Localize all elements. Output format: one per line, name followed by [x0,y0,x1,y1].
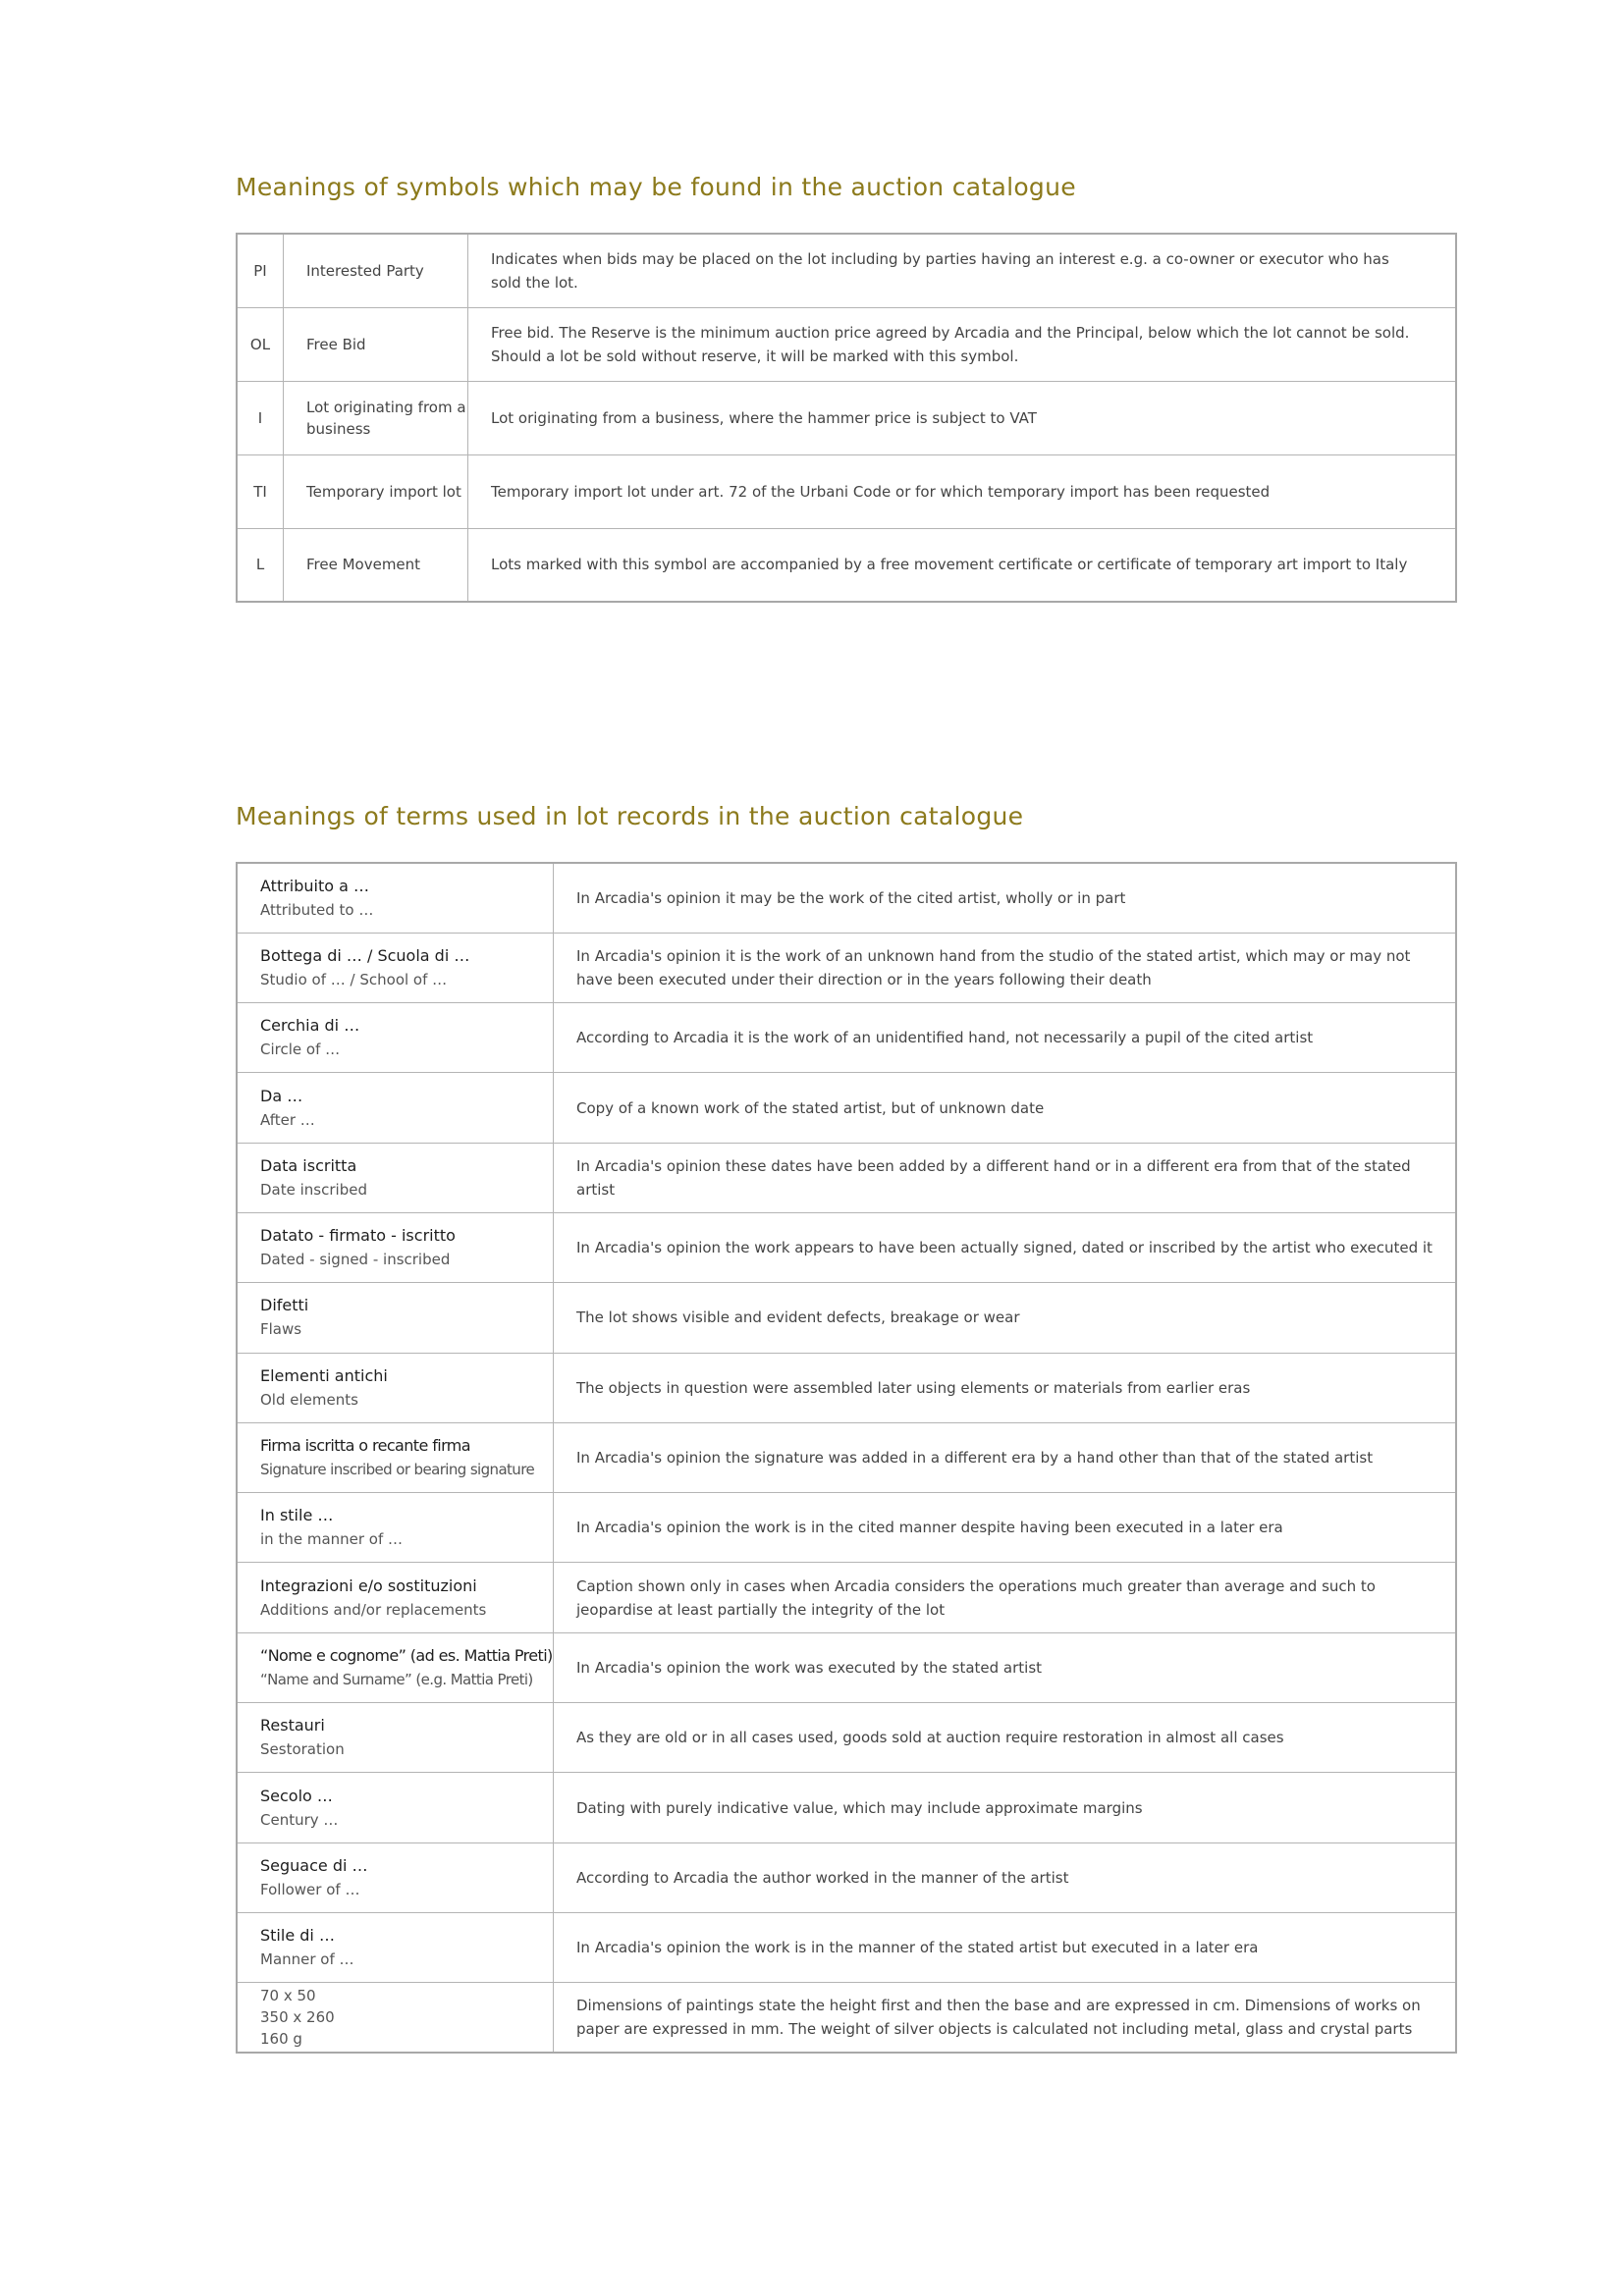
term-cell [237,1493,554,1563]
term-italian: Stile di … [260,1926,335,1946]
dimensions-row [237,1983,1456,2053]
symbol-description: Lots marked with this symbol are accompanied by a free movement certificate or certificate of temporary art import to Italy [468,528,1457,602]
term-cell [237,1073,554,1143]
term-cell [237,1003,554,1073]
term-meaning: In Arcadia's opinion the signature was added in a different era by a hand other than that of the stated artist [554,1422,1457,1492]
term-cell [237,1773,554,1842]
term-cell [237,933,554,1002]
dimension-example-paper: 350 x 260 [260,2008,335,2027]
term-cell [237,1353,554,1422]
term-italian: “Nome e cognome” (ad es. Mattia Preti) [260,1645,553,1665]
symbol-description: Lot originating from a business, where the hammer price is subject to VAT [468,381,1457,454]
symbol-row [237,381,1456,454]
symbol-row [237,307,1456,381]
symbol-description: Indicates when bids may be placed on the lot including by parties having an interest e.g. a co-owner or executor who has sold the lot. [468,234,1457,307]
dimensions-examples [237,1983,554,2053]
term-italian: Integrazioni e/o sostituzioni [260,1575,477,1595]
term-row [237,1003,1456,1073]
term-meaning: According to Arcadia it is the work of an unidentified hand, not necessarily a pupil of the cited artist [554,1003,1457,1073]
term-italian: In stile … [260,1506,334,1525]
term-italian: Difetti [260,1296,309,1315]
term-italian: Firma iscritta o recante firma [260,1436,470,1456]
term-row [237,863,1456,933]
term-cell [237,1563,554,1632]
dimensions-body [237,1983,1456,2053]
term-italian: Data iscritta [260,1155,357,1175]
symbol-label: Lot originating from a business [284,381,468,454]
term-meaning: In Arcadia's opinion the work appears to have been actually signed, dated or inscribed by the artist who executed it [554,1212,1457,1282]
term-meaning: The objects in question were assembled later using elements or materials from earlier eras [554,1353,1457,1422]
term-row [237,1563,1456,1632]
dimension-example-weight: 160 g [260,2030,302,2049]
symbols-table-body [237,234,1456,602]
symbol-description: Free bid. The Reserve is the minimum auction price agreed by Arcadia and the Principal, below which the lot cannot be sold. Should a lot be sold without reserve, it will be marked with this symbol. [468,307,1457,381]
symbol-code: L [237,528,284,602]
term-italian: Secolo … [260,1786,333,1805]
term-meaning: In Arcadia's opinion it is the work of an unknown hand from the studio of the stated artist, which may or may not have been executed under their direction or in the years following their death [554,933,1457,1002]
term-italian: Datato - firmato - iscritto [260,1226,456,1246]
term-meaning: In Arcadia's opinion the work was executed by the stated artist [554,1632,1457,1702]
term-italian: Attribuito a … [260,876,370,895]
symbol-code: I [237,381,284,454]
term-english: After … [260,1110,315,1129]
term-cell [237,1212,554,1282]
term-cell [237,1912,554,1982]
term-english: Attributed to … [260,900,374,919]
term-meaning: As they are old or in all cases used, goods sold at auction require restoration in almost all cases [554,1703,1457,1773]
term-english: Additions and/or replacements [260,1600,487,1619]
term-row [237,1912,1456,1982]
terms-table-body [237,863,1456,1983]
term-english: Studio of … / School of … [260,970,448,988]
term-row [237,1842,1456,1912]
term-cell [237,863,554,933]
symbol-code: PI [237,234,284,307]
term-meaning: In Arcadia's opinion these dates have been added by a different hand or in a different era from that of the stated artist [554,1143,1457,1212]
term-meaning: In Arcadia's opinion it may be the work of the cited artist, wholly or in part [554,863,1457,933]
symbol-description: Temporary import lot under art. 72 of the Urbani Code or for which temporary import has been requested [468,454,1457,528]
term-row [237,1773,1456,1842]
term-cell [237,1703,554,1773]
term-cell [237,1283,554,1353]
term-meaning: In Arcadia's opinion the work is in the manner of the stated artist but executed in a later era [554,1912,1457,1982]
term-english: “Name and Surname” (e.g. Mattia Preti) [260,1670,533,1688]
term-english: Date inscribed [260,1180,367,1199]
term-italian: Seguace di … [260,1855,368,1875]
term-row [237,1353,1456,1422]
term-meaning: The lot shows visible and evident defects, breakage or wear [554,1283,1457,1353]
term-meaning: According to Arcadia the author worked in the manner of the artist [554,1842,1457,1912]
term-italian: Cerchia di … [260,1016,360,1036]
symbol-label: Interested Party [284,234,468,307]
term-meaning: Caption shown only in cases when Arcadia considers the operations much greater than average and such to jeopardise at least partially the integrity of the lot [554,1563,1457,1632]
term-row [237,1073,1456,1143]
symbols-section-title: Meanings of symbols which may be found in the auction catalogue [236,173,1076,201]
terms-table [236,862,1457,2054]
symbol-label: Free Movement [284,528,468,602]
term-meaning: Dating with purely indicative value, which may include approximate margins [554,1773,1457,1842]
term-row [237,1632,1456,1702]
term-row [237,1703,1456,1773]
dimensions-meaning: Dimensions of paintings state the height first and then the base and are expressed in cm. Dimensions of works on paper are expressed in mm. The weight of silver objects is calculated not including metal, glass and crystal parts [554,1983,1457,2053]
term-row [237,1422,1456,1492]
terms-section-title: Meanings of terms used in lot records in the auction catalogue [236,802,1024,830]
term-cell [237,1842,554,1912]
symbol-row [237,454,1456,528]
term-cell [237,1632,554,1702]
term-cell [237,1422,554,1492]
term-english: Century … [260,1810,339,1829]
term-english: Old elements [260,1390,358,1409]
term-english: Follower of … [260,1880,360,1898]
term-cell [237,1143,554,1212]
term-english: Flaws [260,1320,302,1339]
symbol-code: TI [237,454,284,528]
term-row [237,1212,1456,1282]
dimension-example-painting: 70 x 50 [260,1987,316,2005]
term-row [237,1283,1456,1353]
term-meaning: In Arcadia's opinion the work is in the cited manner despite having been executed in a later era [554,1493,1457,1563]
symbol-row [237,528,1456,602]
term-english: in the manner of … [260,1530,404,1549]
term-english: Dated - signed - inscribed [260,1251,451,1269]
term-row [237,1143,1456,1212]
term-row [237,1493,1456,1563]
term-italian: Elementi antichi [260,1365,388,1385]
term-english: Sestoration [260,1740,345,1759]
symbol-row [237,234,1456,307]
symbol-label: Free Bid [284,307,468,381]
term-meaning: Copy of a known work of the stated artist, but of unknown date [554,1073,1457,1143]
term-row [237,933,1456,1002]
term-italian: Bottega di … / Scuola di … [260,945,470,965]
term-english: Circle of … [260,1041,341,1059]
term-italian: Da … [260,1086,303,1105]
symbol-code: OL [237,307,284,381]
term-italian: Restauri [260,1716,325,1735]
term-english: Manner of … [260,1950,354,1969]
symbols-table [236,233,1457,603]
symbol-label: Temporary import lot [284,454,468,528]
term-english: Signature inscribed or bearing signature [260,1461,535,1479]
